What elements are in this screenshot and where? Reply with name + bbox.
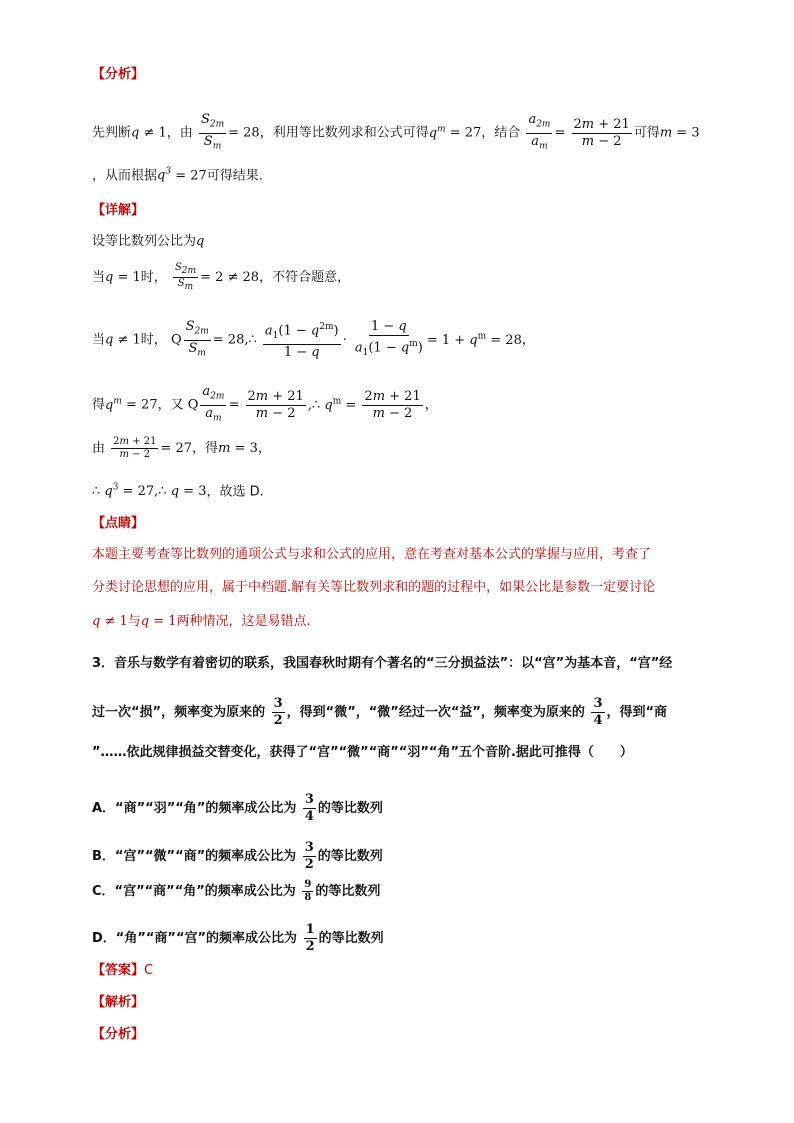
option-c[interactable]: C．“宫”“商”“角”的频率成公比为 $\frac{9}{8}$ 的等比数列 — [92, 879, 381, 903]
formula-fraction: $\frac{1 - q}{a_1(1 - q^m)}$ — [354, 319, 423, 359]
formula-fraction: $\frac{a_{2m}}{a_m}$ — [202, 384, 225, 424]
formula-fraction: $\frac{a_{2m}}{a_m}$ — [528, 112, 551, 152]
fraction-3-2: $\frac{3}{2}$ — [273, 696, 283, 728]
detail-line-6: ∴ $q^3$ = 27,∴ q = 3，故选 D. — [92, 483, 264, 500]
analysis-heading: 【分析】 — [92, 67, 145, 82]
comment-heading: 【点睛】 — [92, 516, 145, 531]
analysis-heading-2: 【分析】 — [92, 1027, 145, 1042]
detail-line-5: 由 $\frac{2m + 21}{m - 2}$ = 27，得m = 3， — [92, 436, 271, 460]
formula-fraction: $\frac{2m + 21}{m - 2}$ — [573, 116, 630, 149]
formula-fraction: $\frac{2m + 21}{m - 2}$ — [364, 388, 421, 421]
formula-fraction: $\frac{2m + 21}{m - 2}$ — [113, 436, 157, 460]
detail-line-4: 得$q^m = 27$，又 Q $\frac{a_{2m}}{a_m}$ = $\frac{2m + 21}{m - 2}$ ,∴ $q^m$ = $\frac{2m + 21}{m - 2}$ ， — [92, 384, 438, 426]
comment-line-2: 分类讨论思想的应用，属于中档题.解有关等比数列求和的题的过程中，如果公比是参数一定要讨论 — [92, 580, 656, 595]
option-b[interactable]: B．“宫”“微”“商”的频率成公比为 $\frac{3}{2}$ 的等比数列 — [92, 840, 383, 872]
formula-fraction: $\frac{S_{2m}}{S_m}$ — [185, 319, 209, 359]
formula-fraction: $\frac{a_1(1 - q^{2m})}{1 - q}$ — [263, 319, 341, 361]
analysis-line-1: 先判断q ≠ 1，由 $\frac{S_{2m}}{S_m}$ = 28，利用等比数列求和公式可得$q^m = 27$，结合 $\frac{a_{2m}}{a_m}$ = $\frac{2m + 21}{m - 2}$ 可得m = 3 — [92, 112, 700, 154]
formula-fraction: $\frac{S_{2m}}{S_m}$ — [200, 112, 225, 152]
detail-line-3: 当q ≠ 1时， Q $\frac{S_{2m}}{S_m}$ = 28,∴ $\frac{a_1(1 - q^{2m})}{1 - q}$ · $\frac{1 - q}{a_1(1 - q^m)}$ = $1 + q^m = 28$， — [92, 319, 535, 361]
q3-line-1: 3．音乐与数学有着密切的联系，我国春秋时期有个著名的“三分损益法”：以“宫”为基本音，“宫”经 — [92, 656, 673, 671]
formula-fraction: $\frac{2m + 21}{m - 2}$ — [247, 388, 304, 421]
answer-line: 【答案】C — [92, 963, 154, 978]
detail-line-2: 当q = 1时， $\frac{S_{2m}}{S_m}$ = 2 ≠ 28，不符合题意， — [92, 262, 351, 292]
q3-line-2: 过一次“损”，频率变为原来的 $\frac{3}{2}$ ，得到“微”，“微”经过一次“益”，频率变为原来的 $\frac{3}{4}$ ，得到“商 — [92, 696, 668, 728]
comment-line-3: q ≠ 1与q = 1两种情况，这是易错点. — [92, 614, 311, 629]
detail-line-1: 设等比数列公比为q — [92, 234, 205, 249]
solution-heading: 【解析】 — [92, 995, 145, 1010]
option-d[interactable]: D．“角”“商”“宫”的频率成公比为 $\frac{1}{2}$ 的等比数列 — [92, 922, 384, 954]
option-a[interactable]: A．“商”“羽”“角”的频率成公比为 $\frac{3}{4}$ 的等比数列 — [92, 792, 383, 824]
fraction-3-4: $\frac{3}{4}$ — [593, 696, 603, 728]
comment-line-1: 本题主要考查等比数列的通项公式与求和公式的应用，意在考查对基本公式的掌握与应用，考查了 — [92, 547, 652, 562]
analysis-line-2: ，从而根据$q^3 = 27$可得结果. — [92, 167, 263, 184]
detail-heading: 【详解】 — [92, 203, 145, 218]
q3-line-3: ”……依此规律损益交替变化，获得了“宫”“微”“商”“羽”“角”五个音阶.据此可推得（ ） — [92, 745, 633, 760]
answer-value: C — [144, 963, 154, 978]
formula-fraction: $\frac{S_{2m}}{S_m}$ — [174, 262, 197, 292]
